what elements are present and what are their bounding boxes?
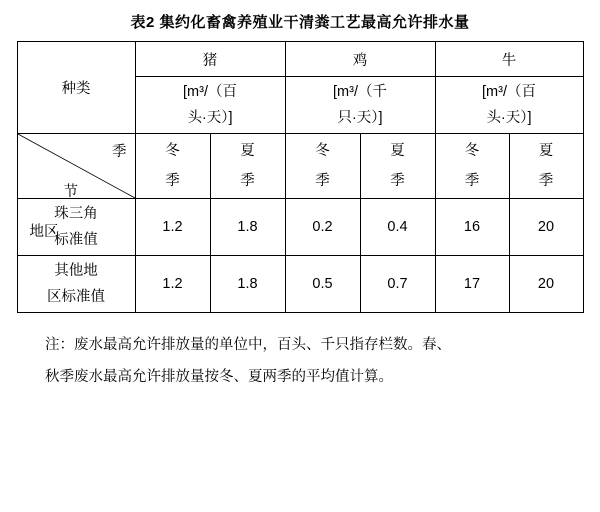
table-row-season-header [17,134,583,199]
cell-r0-c0: 1.2 [135,199,210,256]
season-header-cattle-winter [435,134,509,199]
season-header-cattle-summer [509,134,583,199]
season-header-pig-summer-ch1: 夏 [240,143,255,159]
cell-r1-c3: 0.7 [360,256,435,313]
season-header-chicken-summer-ch2: 季 [390,173,405,189]
group-unit-cattle [435,77,583,134]
row-label-pearl-river-delta-line2: 标准值 [54,232,98,248]
group-header-cattle: 牛 [435,42,583,77]
cell-r1-c2: 0.5 [285,256,360,313]
cell-r0-c4: 16 [435,199,509,256]
table-note-line2: 秋季废水最高允许排放量按冬、夏两季的平均值计算。 [45,369,393,385]
row-label-other-regions-line1: 其他地 [54,263,98,279]
season-header-chicken-winter-ch2: 季 [315,173,330,189]
cell-r0-c5: 20 [509,199,583,256]
row-label-pearl-river-delta-line1: 珠三角 [54,206,98,222]
cell-r1-c1: 1.8 [210,256,285,313]
season-header-cattle-winter-ch1: 冬 [464,143,480,159]
row-label-other-regions-line2: 区标准值 [47,289,105,305]
table-row [17,256,583,313]
group-header-chicken: 鸡 [285,42,435,77]
group-unit-chicken-line2: 只·天）] [337,110,383,126]
cell-r1-c4: 17 [435,256,509,313]
season-header-pig-summer-ch2: 季 [240,173,255,189]
season-header-cattle-summer-ch2: 季 [538,173,554,189]
group-header-pig: 猪 [135,42,285,77]
cell-r1-c0: 1.2 [135,256,210,313]
data-table [17,41,584,313]
season-header-pig-winter [135,134,210,199]
cell-r1-c5: 20 [509,256,583,313]
cell-r0-c2: 0.2 [285,199,360,256]
season-header-cattle-summer-ch1: 夏 [538,143,554,159]
season-header-chicken-winter-ch1: 冬 [315,143,330,159]
kind-label-cell: 种类 [17,42,135,134]
group-unit-cattle-line2: 头·天）] [486,110,532,126]
table-row-group-header [17,42,583,77]
season-header-chicken-winter [285,134,360,199]
group-unit-pig-line1: [m³/（百 [183,84,237,100]
season-header-pig-winter-ch1: 冬 [165,143,180,159]
group-unit-cattle-line1: [m³/（百 [482,84,536,100]
table-note [17,313,583,393]
season-header-pig-summer [210,134,285,199]
group-unit-chicken [285,77,435,134]
diagonal-label-period: 节 [63,184,78,200]
diagonal-label-season: 季 [112,144,127,160]
diagonal-label-region: 地区 [29,224,59,240]
season-header-chicken-summer [360,134,435,199]
row-label-other-regions [17,256,135,313]
group-unit-pig-line2: 头·天）] [187,110,233,126]
table-caption: 表2 集约化畜禽养殖业干清粪工艺最高允许排水量 [130,14,470,31]
season-header-pig-winter-ch2: 季 [165,173,180,189]
table-row [17,199,583,256]
group-unit-chicken-line1: [m³/（千 [333,84,387,100]
season-header-cattle-winter-ch2: 季 [464,173,480,189]
table-note-line1: 注：废水最高允许排放量的单位中，百头、千只指存栏数。春、 [45,337,451,353]
cell-r0-c3: 0.4 [360,199,435,256]
group-unit-pig [135,77,285,134]
season-header-chicken-summer-ch1: 夏 [390,143,405,159]
cell-r0-c1: 1.8 [210,199,285,256]
